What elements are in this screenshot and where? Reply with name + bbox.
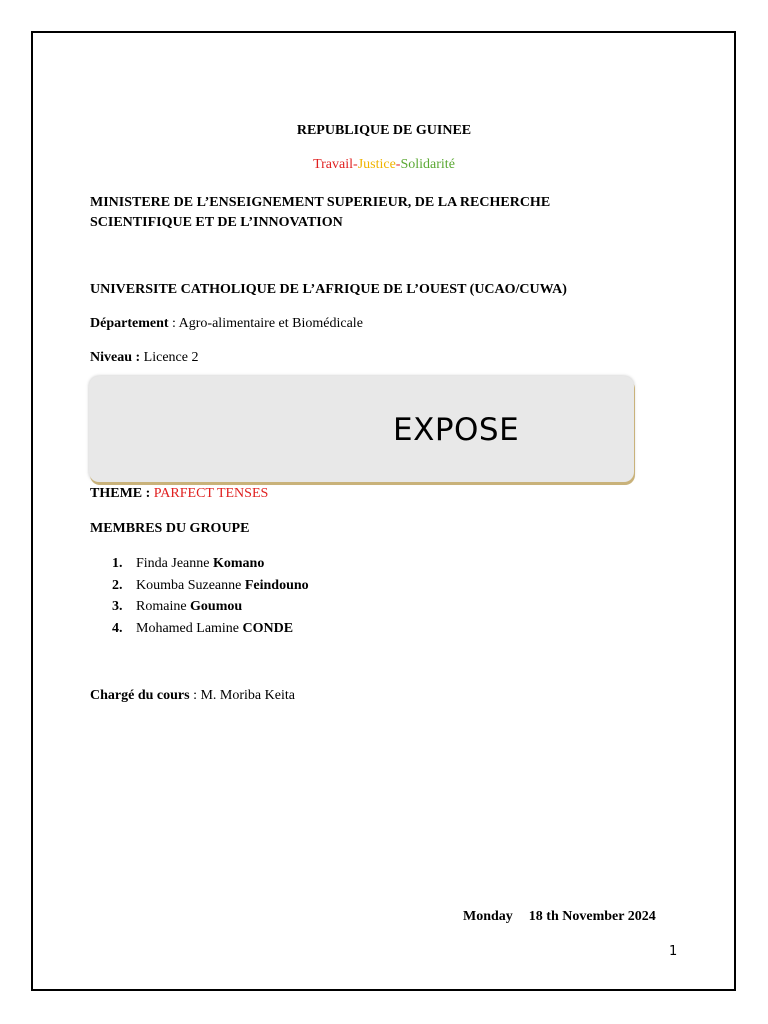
theme-label: THEME : xyxy=(90,486,154,501)
course-separator: : xyxy=(189,688,201,703)
list-item xyxy=(112,621,309,643)
department-separator: : xyxy=(168,316,179,331)
course-instructor-line xyxy=(90,688,295,704)
expose-banner xyxy=(89,376,634,482)
department-line xyxy=(90,316,363,332)
member-number: 1. xyxy=(112,556,123,571)
level-value: Licence 2 xyxy=(140,350,199,365)
department-value: Agro-alimentaire et Biomédicale xyxy=(178,316,363,331)
level-label: Niveau : xyxy=(90,350,141,365)
member-number: 2. xyxy=(112,577,123,593)
date-day: Monday xyxy=(463,909,513,924)
expose-title: EXPOSE xyxy=(393,412,520,448)
list-item xyxy=(112,578,309,600)
department-label: Département xyxy=(90,316,169,331)
list-item xyxy=(112,599,309,621)
ministry-heading: MINISTERE DE L’ENSEIGNEMENT SUPERIEUR, DE LA RECHERCHE SCIENTIFIQUE ET DE L’INNOVATION xyxy=(90,195,551,230)
country-heading: REPUBLIQUE DE GUINEE xyxy=(296,123,472,138)
course-instructor: M. Moriba Keita xyxy=(200,688,295,703)
theme-line xyxy=(90,486,268,502)
motto-separator: - xyxy=(353,157,358,172)
member-number: 3. xyxy=(112,599,123,614)
member-first-name: Romaine xyxy=(136,599,191,614)
member-number: 4. xyxy=(112,620,123,636)
list-item xyxy=(112,556,309,578)
date-full: 18 th November 2024 xyxy=(528,909,656,924)
motto-word-solidarite: Solidarité xyxy=(400,157,455,172)
member-last-name: Feindouno xyxy=(244,577,309,593)
member-first-name: Mohamed Lamine xyxy=(136,620,243,636)
level-line xyxy=(90,350,198,366)
motto-word-travail: Travail xyxy=(313,157,354,172)
member-last-name: CONDE xyxy=(242,620,294,636)
member-last-name: Goumou xyxy=(190,599,243,614)
page-number: 1 xyxy=(669,944,678,959)
national-motto xyxy=(0,157,768,173)
members-heading: MEMBRES DU GROUPE xyxy=(90,521,250,536)
course-label: Chargé du cours xyxy=(90,688,190,703)
university-heading: UNIVERSITE CATHOLIQUE DE L’AFRIQUE DE L’OUEST (UCAO/CUWA) xyxy=(90,282,567,297)
motto-word-justice: Justice xyxy=(357,157,396,172)
date-line xyxy=(463,909,656,925)
member-first-name: Koumba Suzeanne xyxy=(136,577,245,593)
members-list xyxy=(112,556,309,642)
page-border xyxy=(31,31,736,991)
theme-value: PARFECT TENSES xyxy=(153,486,269,501)
member-first-name: Finda Jeanne xyxy=(136,556,213,571)
member-last-name: Komano xyxy=(212,556,265,571)
motto-separator: - xyxy=(395,157,401,172)
